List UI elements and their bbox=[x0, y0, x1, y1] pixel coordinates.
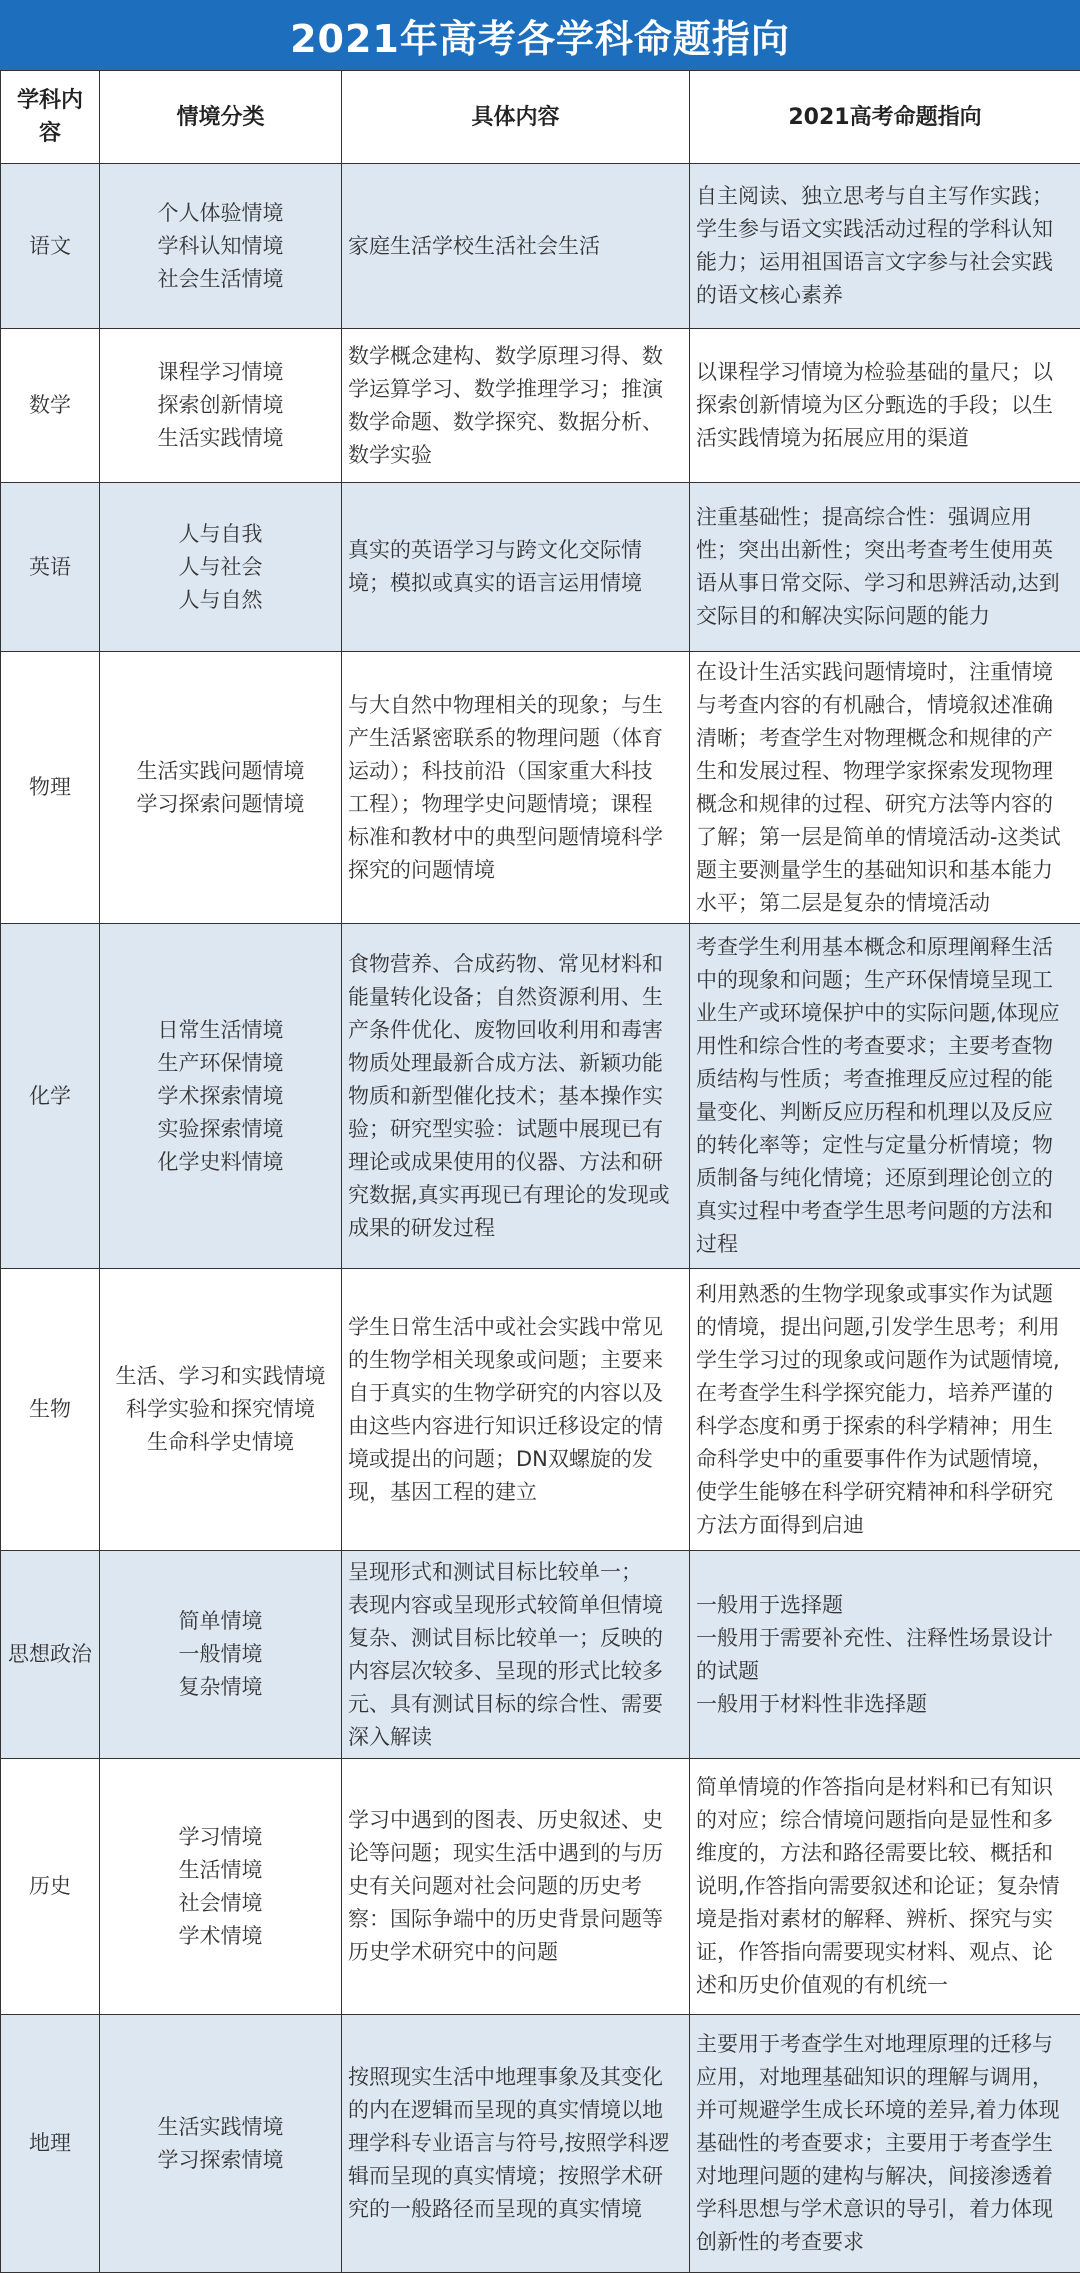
cell-line: 学科认知情境 bbox=[157, 233, 284, 258]
cell-line: 史有关问题对社会问题的历史考 bbox=[348, 1874, 642, 1898]
cell-line: 质制备与纯化情境；还原到理论创立的 bbox=[696, 1166, 1053, 1190]
cell-line: 一般用于选择题 bbox=[696, 1592, 843, 1617]
cell-line: 工程）；物理学史问题情境；课程 bbox=[348, 791, 653, 816]
cell-line: 按照现实生活中地理事象及其变化 bbox=[348, 2065, 663, 2089]
cell-line: 质结构与性质；考查推理反应过程的能 bbox=[696, 1067, 1053, 1091]
cell-line: 究的一般路径而呈现的真实情境 bbox=[348, 2197, 642, 2221]
cell-line: 社会情境 bbox=[178, 1890, 263, 1915]
cell-line: 命科学史中的重要事件作为试题情境， bbox=[696, 1446, 1053, 1471]
cell-line: 的转化率等；定性与定量分析情境；物 bbox=[696, 1133, 1053, 1157]
cell-line: 方法方面得到启迪 bbox=[696, 1512, 864, 1537]
cell-line: 数学实验 bbox=[348, 442, 432, 467]
cell-line: 表现内容或呈现形式较简单但情境 bbox=[348, 1592, 663, 1617]
header-specific-content: 具体内容 bbox=[342, 71, 690, 164]
cell-line: 自主阅读、独立思考与自主写作实践； bbox=[696, 184, 1053, 208]
cell-line: 创新性的考查要求 bbox=[696, 2230, 864, 2254]
cell-line: 生和发展过程、物理学家探索发现物理 bbox=[696, 758, 1053, 783]
cell-line: 标准和教材中的典型问题情境科学 bbox=[348, 824, 663, 849]
cell-line: 生活情境 bbox=[178, 1857, 263, 1882]
cell-line: 科学实验和探究情境 bbox=[126, 1397, 315, 1421]
context-cell bbox=[100, 2015, 342, 2273]
context-cell bbox=[100, 483, 342, 652]
cell-line: 交际目的和解决实际问题的能力 bbox=[696, 604, 990, 628]
context-cell bbox=[100, 1551, 342, 1759]
cell-line: 化学史料情境 bbox=[157, 1149, 284, 1174]
cell-line: 量变化、判断反应历程和机理以及反应 bbox=[696, 1100, 1053, 1124]
cell-line: 在考查学生科学探究能力，培养严谨的 bbox=[696, 1380, 1053, 1405]
cell-line: 产生活紧密联系的物理问题（体育 bbox=[348, 725, 663, 750]
header-exam-guidance: 2021高考命题指向 bbox=[690, 71, 1080, 164]
context-cell bbox=[100, 1269, 342, 1551]
table-row bbox=[1, 483, 1080, 652]
cell-line: 社会生活情境 bbox=[157, 266, 284, 291]
detail-cell bbox=[342, 924, 690, 1269]
cell-line: 学习探索情境 bbox=[157, 2147, 284, 2172]
table-header-row bbox=[1, 71, 1080, 164]
cell-line: 与大自然中物理相关的现象；与生 bbox=[348, 692, 663, 717]
detail-cell bbox=[342, 1269, 690, 1551]
detail-cell bbox=[342, 652, 690, 924]
table-row bbox=[1, 1759, 1080, 2015]
cell-line: 清晰；考查学生对物理概念和规律的产 bbox=[696, 725, 1053, 750]
guidance-cell bbox=[690, 329, 1080, 483]
cell-line: 产条件优化、废物回收利用和毒害 bbox=[348, 1017, 663, 1042]
cell-line: 学生参与语文实践活动过程的学科认知 bbox=[696, 217, 1053, 241]
cell-line: 学运算学习、数学推理学习；推演 bbox=[348, 376, 663, 401]
cell-line: 使学生能够在科学研究精神和科学研究 bbox=[696, 1479, 1053, 1504]
cell-line: 数学命题、数学探究、数据分析、 bbox=[348, 409, 663, 434]
subject-cell: 化学 bbox=[1, 924, 100, 1269]
table-row bbox=[1, 652, 1080, 924]
cell-line: 课程学习情境 bbox=[157, 360, 284, 384]
table-row bbox=[1, 1269, 1080, 1551]
cell-line: 以课程学习情境为检验基础的量尺；以 bbox=[696, 360, 1053, 384]
table-body bbox=[1, 164, 1080, 2273]
cell-line: 物质处理最新合成方法、新颖功能 bbox=[348, 1050, 663, 1075]
table-row bbox=[1, 164, 1080, 329]
cell-line: 现，基因工程的建立 bbox=[348, 1479, 537, 1504]
cell-line: 论等问题；现实生活中遇到的与历 bbox=[348, 1841, 663, 1865]
subject-cell: 语文 bbox=[1, 164, 100, 329]
subject-cell: 数学 bbox=[1, 329, 100, 483]
cell-line: 简单情境的作答指向是材料和已有知识 bbox=[696, 1775, 1053, 1799]
guidance-cell bbox=[690, 483, 1080, 652]
cell-line: 科学态度和勇于探索的科学精神；用生 bbox=[696, 1413, 1053, 1438]
cell-line: 生产环保情境 bbox=[157, 1050, 284, 1075]
cell-line: 水平；第二层是复杂的情境活动 bbox=[696, 890, 990, 915]
guidance-cell bbox=[690, 164, 1080, 329]
cell-line: 的内在逻辑而呈现的真实情境以地 bbox=[348, 2098, 663, 2122]
cell-line: 在设计生活实践问题情境时，注重情境 bbox=[696, 659, 1053, 684]
cell-line: 维度的，方法和路径需要比较、概括和 bbox=[696, 1841, 1053, 1865]
detail-cell bbox=[342, 2015, 690, 2273]
cell-line: 内容层次较多、呈现的形式比较多 bbox=[348, 1658, 663, 1683]
table-row bbox=[1, 2015, 1080, 2273]
cell-line: 历史学术研究中的问题 bbox=[348, 1940, 558, 1964]
cell-line: 述和历史价值观的有机统一 bbox=[696, 1973, 948, 1997]
detail-cell bbox=[342, 1759, 690, 2015]
detail-cell bbox=[342, 1551, 690, 1759]
cell-line: 并可规避学生成长环境的差异,着力体现 bbox=[696, 2098, 1060, 2122]
cell-line: 的对应；综合情境问题指向是显性和多 bbox=[696, 1808, 1053, 1832]
cell-line: 真实的英语学习与跨文化交际情 bbox=[348, 538, 642, 562]
cell-line: 用性和综合性的考查要求；主要考查物 bbox=[696, 1034, 1053, 1058]
cell-line: 与考查内容的有机融合，情境叙述准确 bbox=[696, 692, 1053, 717]
cell-line: 人与社会 bbox=[178, 554, 263, 579]
cell-line: 语从事日常交际、学习和思辨活动,达到 bbox=[696, 571, 1060, 595]
cell-line: 察：国际争端中的历史背景问题等 bbox=[348, 1907, 663, 1931]
cell-line: 一般用于材料性非选择题 bbox=[696, 1691, 927, 1716]
cell-line: 理论或成果使用的仪器、方法和研 bbox=[348, 1149, 663, 1174]
cell-line: 生命科学史情境 bbox=[147, 1430, 294, 1454]
cell-line: 学生日常生活中或社会实践中常见 bbox=[348, 1314, 663, 1339]
subject-cell: 地理 bbox=[1, 2015, 100, 2273]
cell-line: 学生学习过的现象或问题作为试题情境, bbox=[696, 1347, 1060, 1372]
subject-cell: 生物 bbox=[1, 1269, 100, 1551]
cell-line: 深入解读 bbox=[348, 1724, 432, 1749]
subject-cell: 物理 bbox=[1, 652, 100, 924]
cell-line: 个人体验情境 bbox=[157, 200, 284, 225]
cell-line: 利用熟悉的生物学现象或事实作为试题 bbox=[696, 1281, 1053, 1306]
cell-line: 真实过程中考查学生思考问题的方法和 bbox=[696, 1199, 1053, 1223]
cell-line: 学科思想与学术意识的导引，着力体现 bbox=[696, 2197, 1053, 2221]
cell-line: 人与自我 bbox=[178, 521, 263, 546]
context-cell bbox=[100, 164, 342, 329]
cell-line: 生活、学习和实践情境 bbox=[115, 1364, 326, 1388]
guidance-cell bbox=[690, 924, 1080, 1269]
cell-line: 对地理问题的建构与解决，间接渗透着 bbox=[696, 2164, 1053, 2188]
cell-line: 数学概念建构、数学原理习得、数 bbox=[348, 343, 663, 368]
cell-line: 呈现形式和测试目标比较单一； bbox=[348, 1559, 642, 1584]
table-row bbox=[1, 329, 1080, 483]
subject-cell: 历史 bbox=[1, 1759, 100, 2015]
cell-line: 能量转化设备；自然资源利用、生 bbox=[348, 984, 663, 1009]
cell-line: 考查学生利用基本概念和原理阐释生活 bbox=[696, 935, 1053, 959]
cell-line: 实验探索情境 bbox=[157, 1116, 284, 1141]
cell-line: 人与自然 bbox=[178, 587, 263, 612]
cell-line: 一般情境 bbox=[178, 1642, 263, 1666]
cell-line: 学习中遇到的图表、历史叙述、史 bbox=[348, 1808, 663, 1832]
guidance-cell bbox=[690, 1759, 1080, 2015]
cell-line: 生活实践情境 bbox=[157, 2114, 284, 2139]
cell-line: 学习探索问题情境 bbox=[136, 791, 305, 816]
cell-line: 中的现象和问题；生产环保情境呈现工 bbox=[696, 968, 1053, 992]
cell-line: 注重基础性；提高综合性：强调应用 bbox=[696, 505, 1032, 529]
cell-line: 探索创新情境 bbox=[157, 393, 284, 417]
cell-line: 说明,作答指向需要叙述和论证；复杂情 bbox=[696, 1874, 1060, 1898]
cell-line: 境；模拟或真实的语言运用情境 bbox=[348, 571, 642, 595]
cell-line: 验；研究型实验：试题中展现已有 bbox=[348, 1116, 663, 1141]
cell-line: 探究的问题情境 bbox=[348, 857, 495, 882]
cell-line: 复杂情境 bbox=[178, 1675, 263, 1699]
cell-line: 生活实践情境 bbox=[157, 426, 284, 450]
cell-line: 性；突出出新性；突出考查考生使用英 bbox=[696, 538, 1053, 562]
cell-line: 复杂、测试目标比较单一；反映的 bbox=[348, 1625, 663, 1650]
cell-line: 学术探索情境 bbox=[157, 1083, 284, 1108]
cell-line: 主要用于考查学生对地理原理的迁移与 bbox=[696, 2032, 1053, 2056]
subject-guidance-table bbox=[0, 70, 1080, 2273]
table-row bbox=[1, 1551, 1080, 1759]
subject-cell: 英语 bbox=[1, 483, 100, 652]
cell-line: 能力；运用祖国语言文字参与社会实践 bbox=[696, 250, 1053, 274]
guidance-cell bbox=[690, 1269, 1080, 1551]
cell-line: 的情境，提出问题,引发学生思考；利用 bbox=[696, 1314, 1060, 1339]
cell-line: 境或提出的问题；DN双螺旋的发 bbox=[348, 1446, 653, 1471]
cell-line: 由这些内容进行知识迁移设定的情 bbox=[348, 1413, 663, 1438]
cell-line: 元、具有测试目标的综合性、需要 bbox=[348, 1691, 663, 1716]
header-context-category: 情境分类 bbox=[100, 71, 342, 164]
cell-line: 辑而呈现的真实情境；按照学术研 bbox=[348, 2164, 663, 2188]
cell-line: 自于真实的生物学研究的内容以及 bbox=[348, 1380, 663, 1405]
cell-line: 物质和新型催化技术；基本操作实 bbox=[348, 1083, 663, 1108]
cell-line: 理学科专业语言与符号,按照学科逻 bbox=[348, 2131, 670, 2155]
guidance-cell bbox=[690, 2015, 1080, 2273]
cell-line: 概念和规律的过程、研究方法等内容的 bbox=[696, 791, 1053, 816]
detail-cell bbox=[342, 329, 690, 483]
cell-line: 一般用于需要补充性、注释性场景设计 bbox=[696, 1625, 1053, 1650]
cell-line: 境是指对素材的解释、辨析、探究与实 bbox=[696, 1907, 1053, 1931]
cell-line: 了解；第一层是简单的情境活动-这类试 bbox=[696, 824, 1061, 849]
cell-line: 应用，对地理基础知识的理解与调用， bbox=[696, 2065, 1053, 2089]
cell-line: 的生物学相关现象或问题；主要来 bbox=[348, 1347, 663, 1372]
cell-line: 学习情境 bbox=[178, 1824, 263, 1849]
context-cell bbox=[100, 329, 342, 483]
cell-line: 过程 bbox=[696, 1232, 738, 1256]
guidance-cell bbox=[690, 652, 1080, 924]
header-subject: 学科内容 bbox=[1, 71, 100, 164]
subject-cell: 思想政治 bbox=[1, 1551, 100, 1759]
cell-line: 证，作答指向需要现实材料、观点、论 bbox=[696, 1940, 1053, 1964]
guidance-cell bbox=[690, 1551, 1080, 1759]
detail-cell bbox=[342, 483, 690, 652]
cell-line: 的语文核心素养 bbox=[696, 283, 843, 307]
cell-line: 探索创新情境为区分甄选的手段；以生 bbox=[696, 393, 1053, 417]
context-cell bbox=[100, 1759, 342, 2015]
cell-line: 生活实践问题情境 bbox=[136, 758, 305, 783]
cell-line: 的试题 bbox=[696, 1658, 759, 1683]
context-cell bbox=[100, 652, 342, 924]
cell-line: 家庭生活学校生活社会生活 bbox=[348, 233, 600, 258]
table-row bbox=[1, 924, 1080, 1269]
cell-line: 食物营养、合成药物、常见材料和 bbox=[348, 951, 663, 976]
cell-line: 简单情境 bbox=[178, 1609, 263, 1633]
cell-line: 业生产或环境保护中的实际问题,体现应 bbox=[696, 1001, 1060, 1025]
cell-line: 成果的研发过程 bbox=[348, 1215, 495, 1240]
context-cell bbox=[100, 924, 342, 1269]
cell-line: 活实践情境为拓展应用的渠道 bbox=[696, 426, 969, 450]
cell-line: 题主要测量学生的基础知识和基本能力 bbox=[696, 857, 1053, 882]
cell-line: 日常生活情境 bbox=[157, 1017, 284, 1042]
cell-line: 究数据,真实再现已有理论的发现或 bbox=[348, 1182, 670, 1207]
page-title: 2021年高考各学科命题指向 bbox=[0, 0, 1080, 70]
detail-cell bbox=[342, 164, 690, 329]
cell-line: 运动）；科技前沿（国家重大科技 bbox=[348, 758, 653, 783]
cell-line: 基础性的考查要求；主要用于考查学生 bbox=[696, 2131, 1053, 2155]
cell-line: 学术情境 bbox=[178, 1923, 263, 1948]
